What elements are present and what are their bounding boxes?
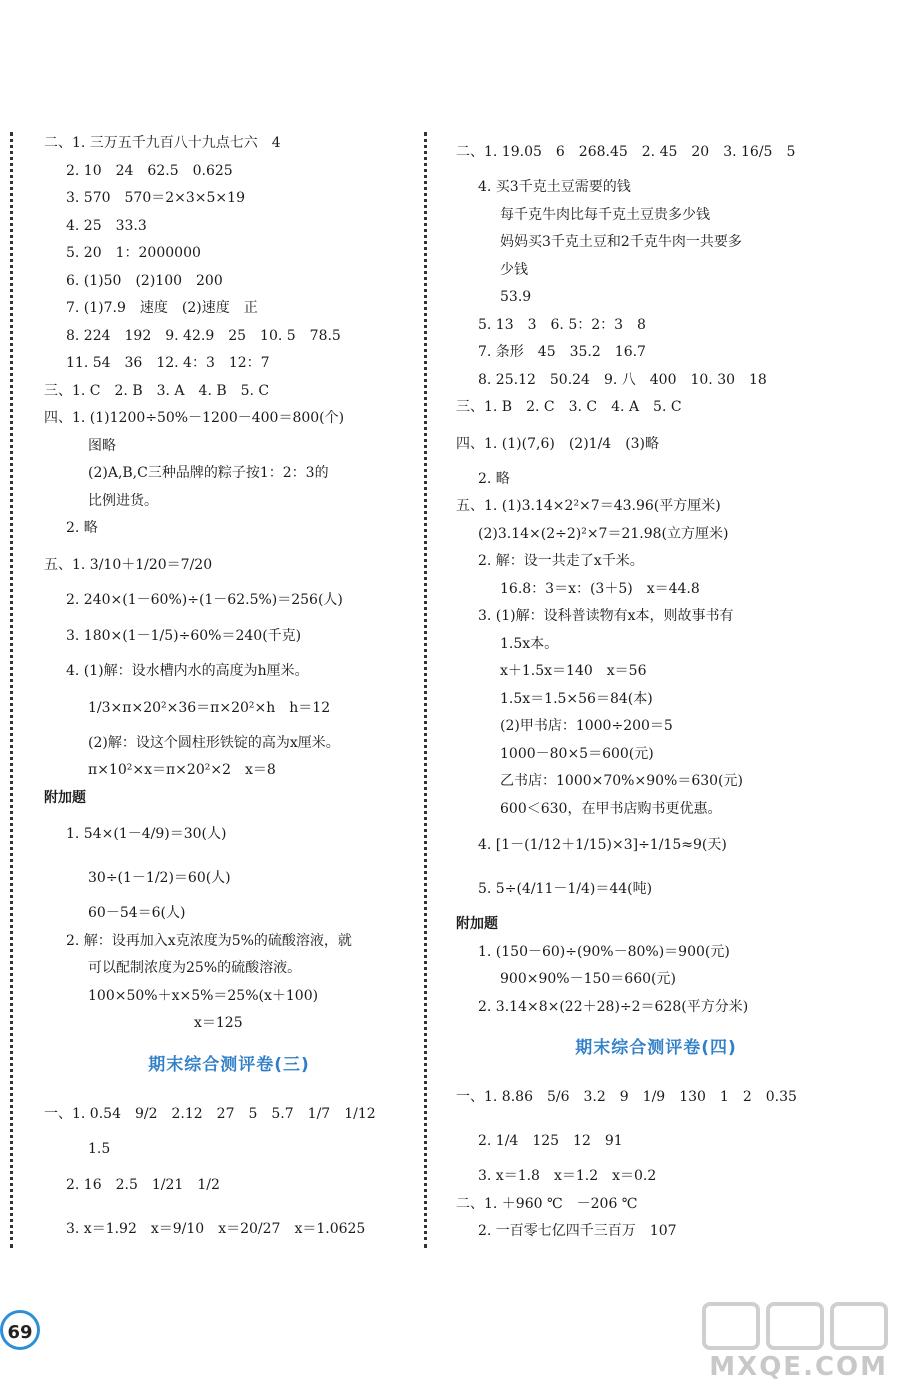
answer-line: 比例进货。 — [88, 492, 158, 509]
answer-line: 2. 16 2.5 1/21 1/2 — [66, 1177, 220, 1193]
answer-line: 4. (1)解：设水槽内水的高度为h厘米。 — [66, 663, 309, 679]
answer-line: (2)解：设这个圆柱形铁锭的高为x厘米。 — [88, 734, 340, 751]
section-title: 期末综合测评卷(三) — [148, 1054, 310, 1075]
answer-line: 2. 3.14×8×(22＋28)÷2＝628(平方分米) — [478, 998, 749, 1015]
answer-line: 1000－80×5＝600(元) — [500, 745, 654, 762]
page-number-badge: 69 — [0, 1310, 40, 1350]
answer-line: x＋1.5x＝140 x＝56 — [500, 663, 647, 679]
answer-line: 3. (1)解：设科普读物有x本，则故事书有 — [478, 608, 734, 624]
answer-line: (2)甲书店：1000÷200＝5 — [500, 718, 673, 734]
answer-line: 乙书店：1000×70%×90%＝630(元) — [500, 773, 743, 789]
watermark-logo-icon — [688, 1302, 888, 1352]
answer-line: 1. (150－60)÷(90%－80%)＝900(元) — [478, 943, 730, 960]
answer-line: 3. x＝1.92 x＝9/10 x＝20/27 x＝1.0625 — [66, 1221, 366, 1237]
answer-line: 6. (1)50 (2)100 200 — [66, 272, 223, 289]
answer-line: 60－54＝6(人) — [88, 905, 186, 921]
answer-line: 30÷(1－1/2)＝60(人) — [88, 870, 231, 886]
answer-line: 7. (1)7.9 速度 (2)速度 正 — [66, 300, 258, 316]
answer-line: 4. 25 33.3 — [66, 217, 147, 234]
answer-line: 一、1. 0.54 9/2 2.12 27 5 5.7 1/7 1/12 — [44, 1105, 376, 1122]
answer-line: 1.5x本。 — [500, 635, 559, 652]
answer-line: 16.8：3＝x：(3＋5) x＝44.8 — [500, 580, 700, 597]
answer-line: 11. 54 36 12. 4：3 12：7 — [66, 355, 270, 371]
answer-line: 8. 224 192 9. 42.9 25 10. 5 78.5 — [66, 327, 341, 344]
column-divider — [424, 132, 427, 1248]
answer-line: 4. [1－(1/12＋1/15)×3]÷1/15≈9(天) — [478, 837, 727, 853]
answer-line: 二、1. 19.05 6 268.45 2. 45 20 3. 16/5 5 — [456, 144, 796, 160]
answer-line: 100×50%＋x×5%＝25%(x＋100) — [88, 987, 319, 1004]
answer-line: 2. 略 — [478, 470, 510, 487]
right-column — [456, 130, 856, 1246]
answer-line: 5. 13 3 6. 5：2：3 8 — [478, 316, 646, 333]
answer-line: 3. 570 570＝2×3×5×19 — [66, 190, 245, 206]
left-column — [44, 130, 414, 1251]
left-dotted-border — [10, 132, 13, 1248]
answer-line: 2. 1/4 125 12 91 — [478, 1133, 623, 1149]
answer-line: (2)3.14×(2÷2)²×7＝21.98(立方厘米) — [478, 525, 729, 542]
answer-line: 2. 解：设一共走了x千米。 — [478, 553, 644, 569]
answer-line: 妈妈买3千克土豆和2千克牛肉一共要多 — [500, 234, 742, 250]
answer-line: 1.5x＝1.5×56＝84(本) — [500, 690, 653, 707]
answer-line: 附加题 — [456, 916, 498, 932]
answer-line: 三、1. C 2. B 3. A 4. B 5. C — [44, 382, 270, 399]
answer-line: 五、1. 3/10＋1/20＝7/20 — [44, 556, 213, 573]
answer-line: 3. x＝1.8 x＝1.2 x＝0.2 — [478, 1168, 657, 1184]
answer-line: 2. 240×(1－60%)÷(1－62.5%)＝256(人) — [66, 591, 343, 608]
answer-line: 四、1. (1)(7,6) (2)1/4 (3)略 — [456, 435, 660, 452]
answer-line: 2. 解：设再加入x克浓度为5%的硫酸溶液，就 — [66, 932, 352, 949]
answer-line: 2. 10 24 62.5 0.625 — [66, 162, 233, 179]
answer-line: 一、1. 8.86 5/6 3.2 9 1/9 130 1 2 0.35 — [456, 1089, 797, 1105]
answer-line: x＝125 — [194, 1015, 243, 1031]
answer-line: 5. 20 1：2000000 — [66, 245, 201, 261]
answer-line: 1.5 — [88, 1140, 111, 1157]
answer-line: (2)A,B,C三种品牌的粽子按1：2：3的 — [88, 465, 329, 481]
answer-line: 图略 — [88, 437, 116, 454]
answer-line: 8. 25.12 50.24 9. 八 400 10. 30 18 — [478, 371, 767, 388]
answer-line: 五、1. (1)3.14×2²×7＝43.96(平方厘米) — [456, 498, 721, 514]
answer-line: 附加题 — [44, 789, 86, 806]
answer-line: 600＜630，在甲书店购书更优惠。 — [500, 800, 722, 817]
watermark — [678, 1302, 888, 1382]
answer-line: 1. 54×(1－4/9)＝30(人) — [66, 826, 227, 842]
answer-line: π×10²×x＝π×20²×2 x＝8 — [88, 762, 276, 778]
answer-line: 三、1. B 2. C 3. C 4. A 5. C — [456, 399, 682, 415]
answer-line: 2. 一百零七亿四千三百万 107 — [478, 1223, 677, 1239]
answer-line: 900×90%－150＝660(元) — [500, 971, 676, 987]
section-title: 期末综合测评卷(四) — [575, 1038, 737, 1058]
answer-line: 二、1. 三万五千九百八十九点七六 4 — [44, 135, 281, 151]
answer-line: 1/3×π×20²×36＝π×20²×h h＝12 — [88, 699, 331, 716]
answer-line: 四、1. (1)1200÷50%－1200－400＝800(个) — [44, 410, 345, 426]
answer-line: 二、1. ＋960 ℃ －206 ℃ — [456, 1195, 638, 1212]
answer-line: 每千克牛肉比每千克土豆贵多少钱 — [500, 206, 710, 223]
answer-line: 5. 5÷(4/11－1/4)＝44(吨) — [478, 881, 653, 897]
answer-line: 可以配制浓度为25%的硫酸溶液。 — [88, 960, 302, 976]
answer-line: 3. 180×(1－1/5)÷60%＝240(千克) — [66, 628, 302, 644]
answer-line: 2. 略 — [66, 520, 98, 536]
answer-line: 7. 条形 45 35.2 16.7 — [478, 344, 646, 360]
watermark-url: MXQE.COM — [709, 1352, 888, 1382]
answer-line: 4. 买3千克土豆需要的钱 — [478, 179, 631, 195]
answer-line: 少钱 — [500, 261, 528, 278]
answer-line: 53.9 — [500, 289, 532, 305]
